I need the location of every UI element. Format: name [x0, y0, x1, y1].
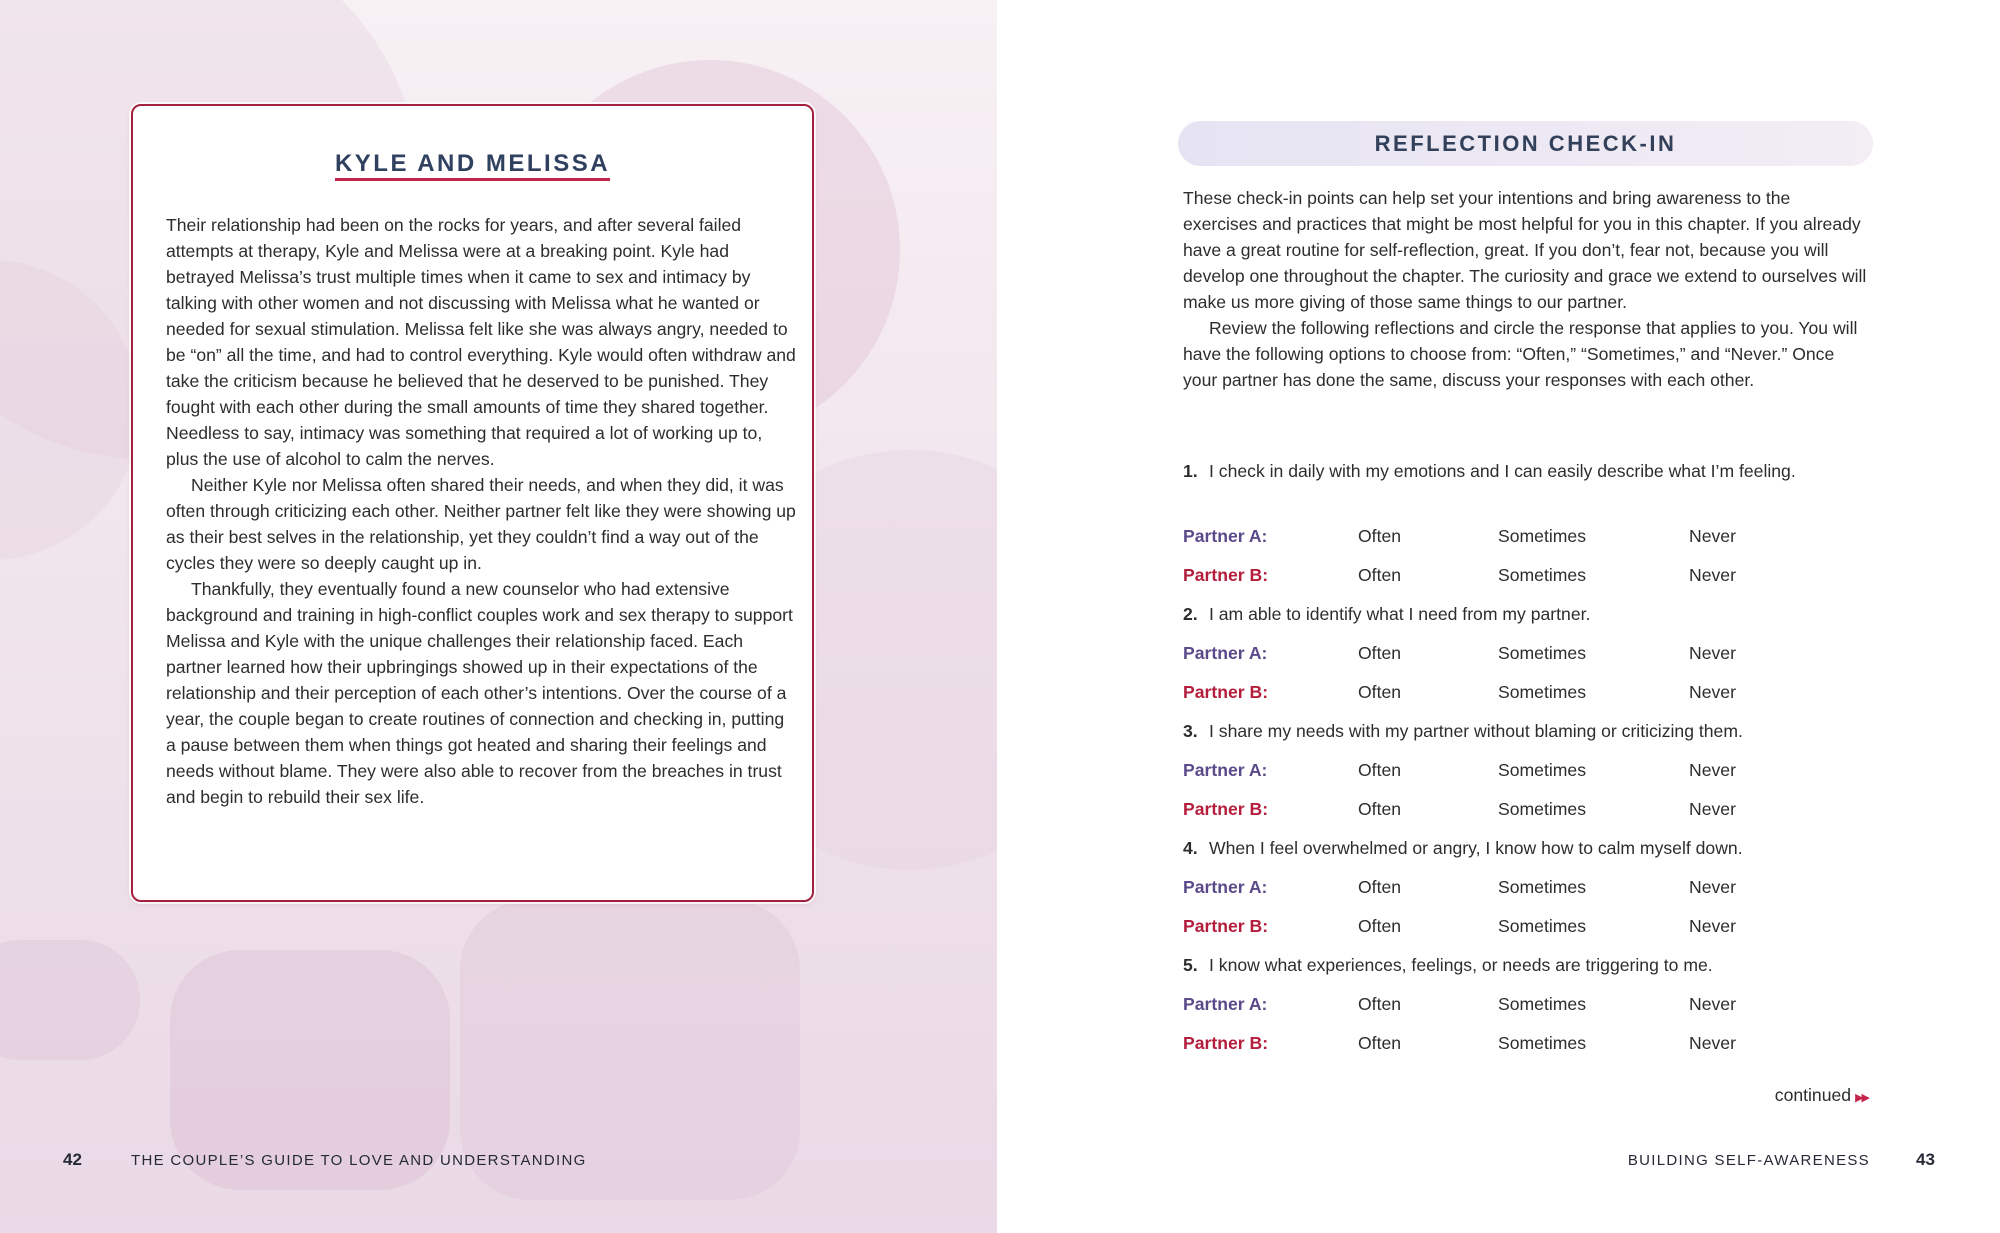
partner-b-label: Partner B:	[1183, 799, 1269, 819]
option-often[interactable]: Often	[1358, 760, 1402, 780]
partner-b-label: Partner B:	[1183, 565, 1269, 585]
option-never[interactable]: Never	[1689, 877, 1736, 897]
partner-b-row	[1183, 679, 1863, 705]
option-never[interactable]: Never	[1689, 526, 1736, 546]
partner-a-label: Partner A:	[1183, 877, 1268, 897]
partner-b-row	[1183, 913, 1863, 939]
option-sometimes[interactable]: Sometimes	[1498, 799, 1586, 819]
intro-paragraph: These check-in points can help set your intentions and bring awareness to the exercises and practices that might be most helpful for you in this chapter. If you already have a great routine for self-reflection, great. If you don’t, fear not, because you will develop one throughout the chapter. The curiosity and grace we extend to ourselves will make us more giving of those same things to our partner.	[1183, 188, 1867, 312]
option-sometimes[interactable]: Sometimes	[1498, 877, 1586, 897]
story-title: KYLE AND MELISSA	[133, 150, 812, 178]
option-often[interactable]: Often	[1358, 916, 1402, 936]
question-item	[1183, 835, 1863, 861]
option-often[interactable]: Often	[1358, 565, 1402, 585]
option-sometimes[interactable]: Sometimes	[1498, 643, 1586, 663]
question-text: I share my needs with my partner without blaming or criticizing them.	[1209, 721, 1743, 741]
question-number: 2.	[1183, 604, 1198, 624]
option-often[interactable]: Often	[1358, 799, 1402, 819]
partner-a-row	[1183, 523, 1863, 549]
partner-a-row	[1183, 757, 1863, 783]
section-header: REFLECTION CHECK-IN	[1178, 121, 1873, 166]
partner-a-label: Partner A:	[1183, 643, 1268, 663]
continued-label: continued	[1774, 1085, 1852, 1105]
page-number-right: 43	[1916, 1150, 1935, 1169]
question-item	[1183, 458, 1863, 484]
partner-a-label: Partner A:	[1183, 994, 1268, 1014]
partner-b-row	[1183, 1030, 1863, 1056]
partner-a-label: Partner A:	[1183, 526, 1268, 546]
question-text: I am able to identify what I need from my partner.	[1209, 604, 1591, 624]
option-never[interactable]: Never	[1689, 682, 1736, 702]
option-never[interactable]: Never	[1689, 565, 1736, 585]
question-item	[1183, 718, 1863, 744]
option-never[interactable]: Never	[1689, 643, 1736, 663]
running-title-right: BUILDING SELF-AWARENESS	[1627, 1152, 1870, 1169]
story-paragraph: Neither Kyle nor Melissa often shared their needs, and when they did, it was often through criticizing each other. Neither partner felt like they were showing up as their best selves in the relationship, yet they couldn’t find a way out of the cycles they were so deeply caught up in.	[166, 475, 796, 573]
option-often[interactable]: Often	[1358, 1033, 1402, 1053]
page-number-left: 42	[63, 1150, 82, 1169]
partner-b-label: Partner B:	[1183, 916, 1269, 936]
story-box	[131, 104, 814, 902]
partner-a-row	[1183, 874, 1863, 900]
option-never[interactable]: Never	[1689, 994, 1736, 1014]
option-sometimes[interactable]: Sometimes	[1498, 1033, 1586, 1053]
question-number: 3.	[1183, 721, 1198, 741]
partner-b-row	[1183, 562, 1863, 588]
option-sometimes[interactable]: Sometimes	[1498, 682, 1586, 702]
option-often[interactable]: Often	[1358, 877, 1402, 897]
question-number: 5.	[1183, 955, 1198, 975]
story-paragraph: Thankfully, they eventually found a new counselor who had extensive background and training in high-conflict couples work and sex therapy to support Melissa and Kyle with the unique challenges their relationship faced. Each partner learned how their upbringings showed up in their expectations of the relationship and their perception of each other’s intentions. Over the course of a year, the couple began to create routines of connection and checking in, putting a pause between them when things got heated and sharing their feelings and needs without blame. They were also able to recover from the breaches in trust and begin to rebuild their sex life.	[166, 579, 793, 807]
story-text	[166, 212, 796, 810]
partner-a-row	[1183, 640, 1863, 666]
option-often[interactable]: Often	[1358, 682, 1402, 702]
option-sometimes[interactable]: Sometimes	[1498, 916, 1586, 936]
question-text: I check in daily with my emotions and I can easily describe what I’m feeling.	[1209, 461, 1796, 481]
continued-indicator	[1700, 1082, 1868, 1111]
question-number: 4.	[1183, 838, 1198, 858]
partner-b-row	[1183, 796, 1863, 822]
question-text: When I feel overwhelmed or angry, I know how to calm myself down.	[1209, 838, 1743, 858]
option-sometimes[interactable]: Sometimes	[1498, 565, 1586, 585]
question-item	[1183, 952, 1863, 978]
option-never[interactable]: Never	[1689, 799, 1736, 819]
running-title-left: THE COUPLE’S GUIDE TO LOVE AND UNDERSTANDING	[131, 1152, 587, 1169]
partner-b-label: Partner B:	[1183, 1033, 1269, 1053]
option-sometimes[interactable]: Sometimes	[1498, 994, 1586, 1014]
partner-a-row	[1183, 991, 1863, 1017]
background-speech-bubble	[0, 940, 140, 1060]
partner-a-label: Partner A:	[1183, 760, 1268, 780]
option-sometimes[interactable]: Sometimes	[1498, 526, 1586, 546]
option-never[interactable]: Never	[1689, 1033, 1736, 1053]
partner-b-label: Partner B:	[1183, 682, 1269, 702]
question-item	[1183, 601, 1863, 627]
question-text: I know what experiences, feelings, or needs are triggering to me.	[1209, 955, 1713, 975]
question-number: 1.	[1183, 461, 1198, 481]
intro-paragraph: Review the following reflections and circle the response that applies to you. You will have the following options to choose from: “Often,” “Sometimes,” and “Never.” Once your partner has done the same, discuss your responses with each other.	[1183, 318, 1858, 390]
option-often[interactable]: Often	[1358, 643, 1402, 663]
option-often[interactable]: Often	[1358, 526, 1402, 546]
option-often[interactable]: Often	[1358, 994, 1402, 1014]
intro-text	[1183, 185, 1868, 393]
option-never[interactable]: Never	[1689, 760, 1736, 780]
continue-arrows-icon: ▶▶	[1855, 1092, 1868, 1104]
option-never[interactable]: Never	[1689, 916, 1736, 936]
option-sometimes[interactable]: Sometimes	[1498, 760, 1586, 780]
story-paragraph: Their relationship had been on the rocks for years, and after several failed attempts at therapy, Kyle and Melissa were at a breaking point. Kyle had betrayed Melissa’s trust multiple times when it came to sex and intimacy by talking with other women and not discussing with Melissa what he wanted or needed for sexual stimulation. Melissa felt like she was always angry, needed to be “on” all the time, and had to control everything. Kyle would often withdraw and take the criticism because he believed that he deserved to be punished. They fought with each other during the small amounts of time they shared together. Needless to say, intimacy was something that required a lot of working up to, plus the use of alcohol to calm the nerves.	[166, 215, 796, 469]
